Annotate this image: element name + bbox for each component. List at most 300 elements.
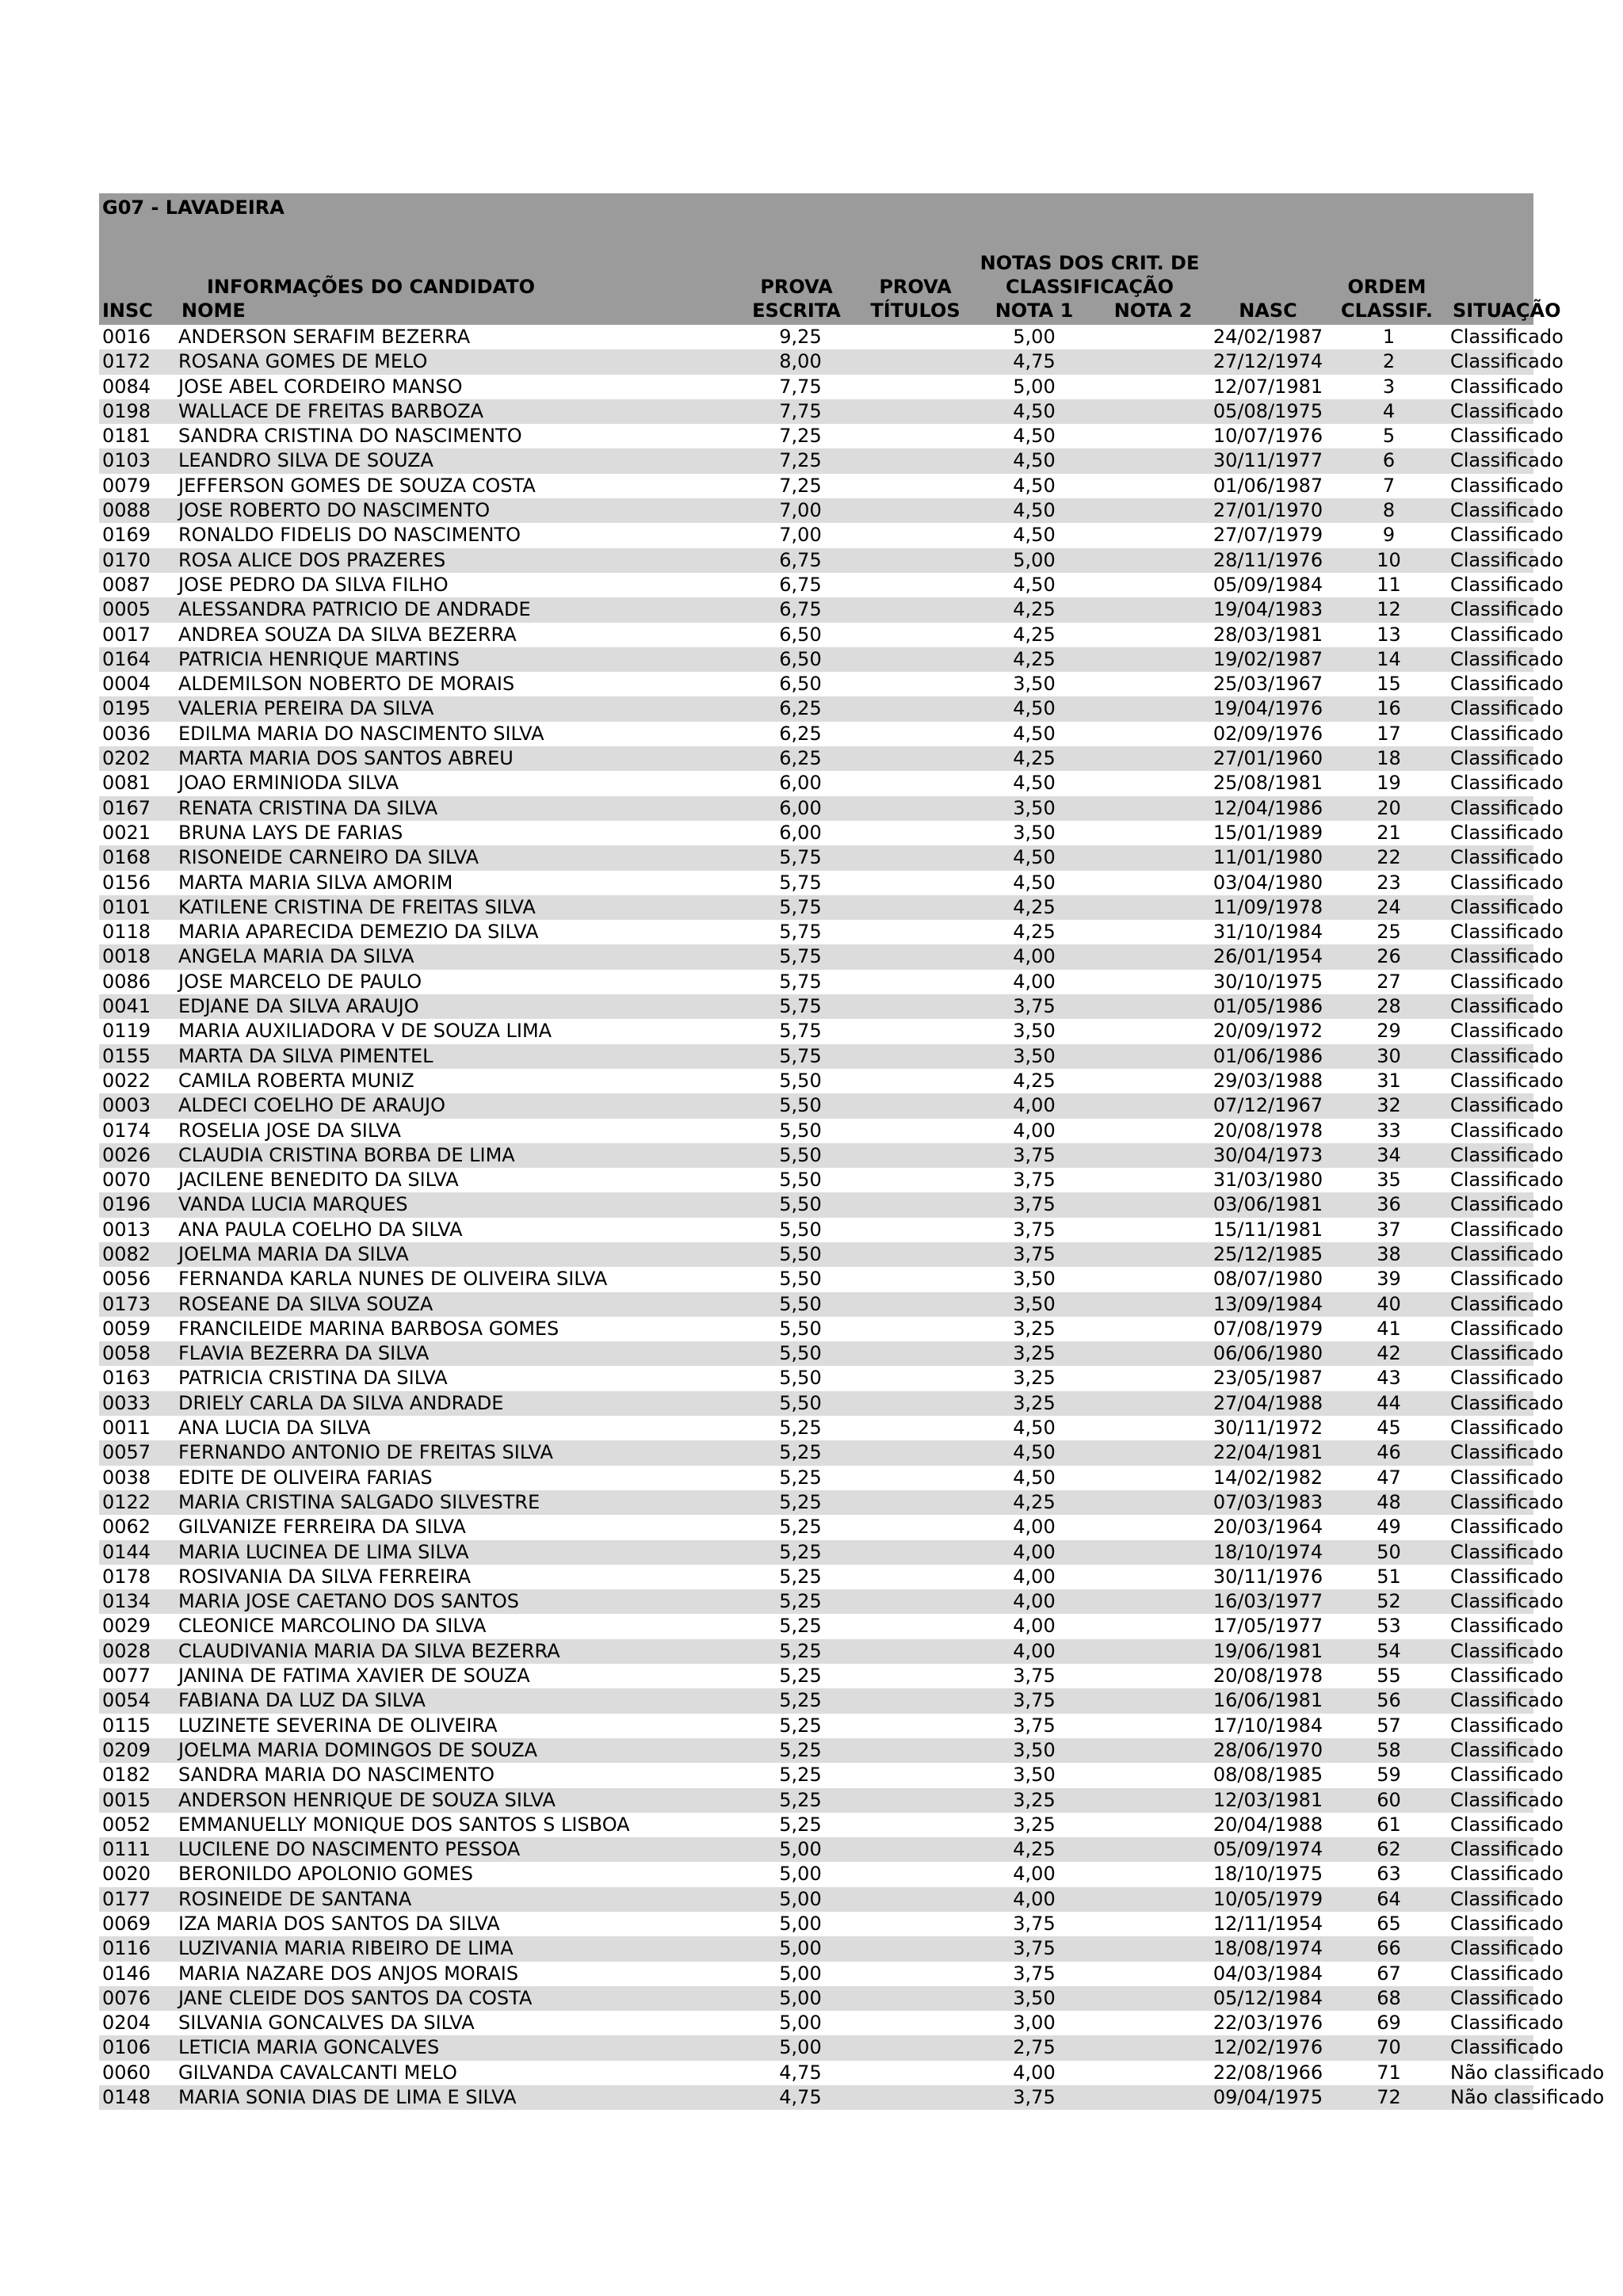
situacao-cell: Classificado xyxy=(1450,1962,1533,1986)
prova-titulos-cell xyxy=(868,1862,971,1886)
situacao-cell: Classificado xyxy=(1450,1614,1533,1638)
ordem-cell: 32 xyxy=(1327,1093,1450,1118)
prova-escrita-cell: 5,00 xyxy=(733,1837,868,1862)
nome-cell: JOAO ERMINIODA SILVA xyxy=(178,771,733,795)
situacao-cell: Classificado xyxy=(1450,1143,1533,1168)
nasc-cell: 20/03/1964 xyxy=(1209,1515,1327,1539)
situacao-cell: Classificado xyxy=(1450,1912,1533,1936)
header-notas-1: NOTAS DOS CRIT. DE xyxy=(980,252,1200,274)
ordem-cell: 66 xyxy=(1327,1936,1450,1961)
situacao-cell: Classificado xyxy=(1450,474,1533,498)
nome-cell: JANINA DE FATIMA XAVIER DE SOUZA xyxy=(178,1664,733,1688)
nota2-cell xyxy=(1098,1466,1209,1490)
nota2-cell xyxy=(1098,1168,1209,1192)
prova-titulos-cell xyxy=(868,1887,971,1912)
table-row xyxy=(99,1837,1533,1862)
nota1-cell: 3,75 xyxy=(971,994,1098,1019)
nota2-cell xyxy=(1098,375,1209,399)
group-title: G07 - LAVADEIRA xyxy=(99,193,1533,254)
insc-cell: 0036 xyxy=(99,722,178,746)
prova-titulos-cell xyxy=(868,1763,971,1787)
ordem-cell: 48 xyxy=(1327,1490,1450,1515)
nota1-cell: 3,75 xyxy=(971,1936,1098,1961)
nome-cell: FRANCILEIDE MARINA BARBOSA GOMES xyxy=(178,1317,733,1341)
nasc-cell: 11/01/1980 xyxy=(1209,845,1327,870)
table-row xyxy=(99,1664,1533,1688)
nota1-cell: 3,50 xyxy=(971,796,1098,821)
nome-cell: SANDRA MARIA DO NASCIMENTO xyxy=(178,1763,733,1787)
nome-cell: ANA LUCIA DA SILVA xyxy=(178,1416,733,1440)
nasc-cell: 09/04/1975 xyxy=(1209,2085,1327,2110)
situacao-cell: Classificado xyxy=(1450,1714,1533,1738)
prova-titulos-cell xyxy=(868,1440,971,1465)
nota2-cell xyxy=(1098,845,1209,870)
ordem-cell: 18 xyxy=(1327,746,1450,771)
prova-escrita-cell: 6,50 xyxy=(733,647,868,672)
table-row xyxy=(99,2061,1533,2085)
nome-cell: ALESSANDRA PATRICIO DE ANDRADE xyxy=(178,597,733,622)
ordem-cell: 9 xyxy=(1327,523,1450,547)
insc-cell: 0017 xyxy=(99,623,178,647)
ordem-cell: 50 xyxy=(1327,1540,1450,1565)
table-row xyxy=(99,548,1533,573)
table-row xyxy=(99,1366,1533,1390)
prova-titulos-cell xyxy=(868,1317,971,1341)
nota2-cell xyxy=(1098,696,1209,721)
table-row xyxy=(99,1267,1533,1291)
insc-cell: 0156 xyxy=(99,871,178,895)
insc-cell: 0181 xyxy=(99,424,178,448)
nome-cell: RENATA CRISTINA DA SILVA xyxy=(178,796,733,821)
insc-cell: 0177 xyxy=(99,1887,178,1912)
prova-titulos-cell xyxy=(868,1267,971,1291)
nasc-cell: 05/08/1975 xyxy=(1209,399,1327,424)
nome-cell: LEANDRO SILVA DE SOUZA xyxy=(178,448,733,473)
prova-titulos-cell xyxy=(868,1936,971,1961)
insc-cell: 0020 xyxy=(99,1862,178,1886)
situacao-cell: Classificado xyxy=(1450,1119,1533,1143)
table-row xyxy=(99,1912,1533,1936)
nota1-cell: 4,00 xyxy=(971,1515,1098,1539)
nasc-cell: 31/10/1984 xyxy=(1209,920,1327,944)
nota1-cell: 4,00 xyxy=(971,1565,1098,1589)
table-row xyxy=(99,1119,1533,1143)
insc-cell: 0084 xyxy=(99,375,178,399)
nota1-cell: 4,50 xyxy=(971,1416,1098,1440)
insc-cell: 0170 xyxy=(99,548,178,573)
nota2-cell xyxy=(1098,1688,1209,1713)
prova-titulos-cell xyxy=(868,821,971,845)
nota1-cell: 4,00 xyxy=(971,1862,1098,1886)
nota2-cell xyxy=(1098,796,1209,821)
situacao-cell: Classificado xyxy=(1450,994,1533,1019)
nota1-cell: 4,00 xyxy=(971,1614,1098,1638)
nota1-cell: 4,25 xyxy=(971,597,1098,622)
situacao-cell: Classificado xyxy=(1450,1044,1533,1069)
nota2-cell xyxy=(1098,1341,1209,1366)
ordem-cell: 15 xyxy=(1327,672,1450,696)
nota2-cell xyxy=(1098,1887,1209,1912)
ordem-cell: 36 xyxy=(1327,1192,1450,1217)
ordem-cell: 54 xyxy=(1327,1639,1450,1664)
nota1-cell: 4,00 xyxy=(971,1887,1098,1912)
table-row xyxy=(99,944,1533,969)
ordem-cell: 20 xyxy=(1327,796,1450,821)
prova-titulos-cell xyxy=(868,1093,971,1118)
nota2-cell xyxy=(1098,1119,1209,1143)
table-row xyxy=(99,1565,1533,1589)
nota2-cell xyxy=(1098,920,1209,944)
nota2-cell xyxy=(1098,2035,1209,2060)
table-row xyxy=(99,1515,1533,1539)
ordem-cell: 25 xyxy=(1327,920,1450,944)
prova-escrita-cell: 5,50 xyxy=(733,1267,868,1291)
nota2-cell xyxy=(1098,1242,1209,1267)
nome-cell: SILVANIA GONCALVES DA SILVA xyxy=(178,2011,733,2035)
situacao-cell: Classificado xyxy=(1450,1490,1533,1515)
prova-titulos-cell xyxy=(868,1069,971,1093)
nota2-cell xyxy=(1098,325,1209,349)
prova-escrita-cell: 5,75 xyxy=(733,845,868,870)
nasc-cell: 08/07/1980 xyxy=(1209,1267,1327,1291)
nota1-cell: 4,00 xyxy=(971,1589,1098,1614)
nasc-cell: 10/05/1979 xyxy=(1209,1887,1327,1912)
prova-titulos-cell xyxy=(868,399,971,424)
prova-escrita-cell: 5,50 xyxy=(733,1242,868,1267)
nasc-cell: 20/09/1972 xyxy=(1209,1019,1327,1043)
nota2-cell xyxy=(1098,1639,1209,1664)
nota1-cell: 3,75 xyxy=(971,1192,1098,1217)
nome-cell: CLAUDIA CRISTINA BORBA DE LIMA xyxy=(178,1143,733,1168)
nome-cell: CLEONICE MARCOLINO DA SILVA xyxy=(178,1614,733,1638)
nasc-cell: 05/09/1974 xyxy=(1209,1837,1327,1862)
prova-escrita-cell: 5,50 xyxy=(733,1292,868,1317)
nome-cell: MARIA SONIA DIAS DE LIMA E SILVA xyxy=(178,2085,733,2110)
results-sheet xyxy=(99,193,1605,2110)
prova-titulos-cell xyxy=(868,1168,971,1192)
table-row xyxy=(99,1466,1533,1490)
prova-titulos-cell xyxy=(868,1242,971,1267)
nasc-cell: 12/02/1976 xyxy=(1209,2035,1327,2060)
nasc-cell: 06/06/1980 xyxy=(1209,1341,1327,1366)
ordem-cell: 44 xyxy=(1327,1391,1450,1416)
prova-escrita-cell: 5,50 xyxy=(733,1218,868,1242)
nota2-cell xyxy=(1098,1540,1209,1565)
insc-cell: 0204 xyxy=(99,2011,178,2035)
nome-cell: EDITE DE OLIVEIRA FARIAS xyxy=(178,1466,733,1490)
nota1-cell: 4,50 xyxy=(971,399,1098,424)
ordem-cell: 43 xyxy=(1327,1366,1450,1390)
table-row xyxy=(99,597,1533,622)
situacao-cell: Classificado xyxy=(1450,1192,1533,1217)
prova-titulos-cell xyxy=(868,1192,971,1217)
nome-cell: ROSA ALICE DOS PRAZERES xyxy=(178,548,733,573)
nota2-cell xyxy=(1098,1936,1209,1961)
nota1-cell: 4,00 xyxy=(971,1093,1098,1118)
insc-cell: 0086 xyxy=(99,970,178,994)
table-row xyxy=(99,1019,1533,1043)
situacao-cell: Classificado xyxy=(1450,1813,1533,1837)
table-row xyxy=(99,1962,1533,1986)
nota1-cell: 4,25 xyxy=(971,623,1098,647)
nome-cell: LETICIA MARIA GONCALVES xyxy=(178,2035,733,2060)
nota2-cell xyxy=(1098,1093,1209,1118)
ordem-cell: 21 xyxy=(1327,821,1450,845)
nasc-cell: 28/11/1976 xyxy=(1209,548,1327,573)
prova-titulos-cell xyxy=(868,1664,971,1688)
nota1-cell: 4,25 xyxy=(971,1490,1098,1515)
prova-titulos-cell xyxy=(868,1366,971,1390)
nome-cell: WALLACE DE FREITAS BARBOZA xyxy=(178,399,733,424)
nome-cell: IZA MARIA DOS SANTOS DA SILVA xyxy=(178,1912,733,1936)
ordem-cell: 39 xyxy=(1327,1267,1450,1291)
insc-cell: 0116 xyxy=(99,1936,178,1961)
insc-cell: 0164 xyxy=(99,647,178,672)
nota1-cell: 4,00 xyxy=(971,1639,1098,1664)
nota1-cell: 3,75 xyxy=(971,1242,1098,1267)
prova-escrita-cell: 4,75 xyxy=(733,2085,868,2110)
prova-titulos-cell xyxy=(868,746,971,771)
nasc-cell: 20/04/1988 xyxy=(1209,1813,1327,1837)
nota2-cell xyxy=(1098,1019,1209,1043)
nome-cell: ALDECI COELHO DE ARAUJO xyxy=(178,1093,733,1118)
table-row xyxy=(99,474,1533,498)
prova-escrita-cell: 5,00 xyxy=(733,1986,868,2011)
nasc-cell: 20/08/1978 xyxy=(1209,1664,1327,1688)
nome-cell: FERNANDO ANTONIO DE FREITAS SILVA xyxy=(178,1440,733,1465)
situacao-cell: Classificado xyxy=(1450,796,1533,821)
table-row xyxy=(99,1788,1533,1813)
nota2-cell xyxy=(1098,1614,1209,1638)
insc-cell: 0011 xyxy=(99,1416,178,1440)
table-row xyxy=(99,970,1533,994)
prova-titulos-cell xyxy=(868,548,971,573)
nasc-cell: 14/02/1982 xyxy=(1209,1466,1327,1490)
nome-cell: FLAVIA BEZERRA DA SILVA xyxy=(178,1341,733,1366)
insc-cell: 0079 xyxy=(99,474,178,498)
prova-titulos-cell xyxy=(868,970,971,994)
nasc-cell: 15/01/1989 xyxy=(1209,821,1327,845)
situacao-cell: Classificado xyxy=(1450,1515,1533,1539)
situacao-cell: Classificado xyxy=(1450,349,1533,374)
table-row xyxy=(99,399,1533,424)
insc-cell: 0058 xyxy=(99,1341,178,1366)
insc-cell: 0028 xyxy=(99,1639,178,1664)
nota1-cell: 3,00 xyxy=(971,2011,1098,2035)
insc-cell: 0134 xyxy=(99,1589,178,1614)
prova-titulos-cell xyxy=(868,1540,971,1565)
prova-escrita-cell: 5,75 xyxy=(733,871,868,895)
nota1-cell: 3,75 xyxy=(971,1912,1098,1936)
nota2-cell xyxy=(1098,523,1209,547)
nasc-cell: 01/06/1986 xyxy=(1209,1044,1327,1069)
nome-cell: MARIA APARECIDA DEMEZIO DA SILVA xyxy=(178,920,733,944)
nasc-cell: 27/01/1970 xyxy=(1209,498,1327,523)
prova-escrita-cell: 5,75 xyxy=(733,895,868,920)
nasc-cell: 30/11/1976 xyxy=(1209,1565,1327,1589)
ordem-cell: 46 xyxy=(1327,1440,1450,1465)
prova-titulos-cell xyxy=(868,2085,971,2110)
prova-escrita-cell: 5,25 xyxy=(733,1565,868,1589)
situacao-cell: Não classificado xyxy=(1450,2085,1533,2110)
table-row xyxy=(99,1093,1533,1118)
nasc-cell: 03/04/1980 xyxy=(1209,871,1327,895)
nota2-cell xyxy=(1098,1565,1209,1589)
prova-escrita-cell: 6,25 xyxy=(733,746,868,771)
nasc-cell: 18/10/1974 xyxy=(1209,1540,1327,1565)
insc-cell: 0016 xyxy=(99,325,178,349)
prova-escrita-cell: 5,50 xyxy=(733,1168,868,1192)
nasc-cell: 07/03/1983 xyxy=(1209,1490,1327,1515)
table-row xyxy=(99,498,1533,523)
prova-titulos-cell xyxy=(868,672,971,696)
situacao-cell: Classificado xyxy=(1450,498,1533,523)
prova-escrita-cell: 5,00 xyxy=(733,1887,868,1912)
prova-titulos-cell xyxy=(868,722,971,746)
nome-cell: MARIA AUXILIADORA V DE SOUZA LIMA xyxy=(178,1019,733,1043)
nasc-cell: 01/05/1986 xyxy=(1209,994,1327,1019)
nota2-cell xyxy=(1098,1589,1209,1614)
prova-escrita-cell: 5,75 xyxy=(733,944,868,969)
nota2-cell xyxy=(1098,1763,1209,1787)
header-nota1: NOTA 1 xyxy=(995,299,1074,322)
situacao-cell: Classificado xyxy=(1450,845,1533,870)
nota1-cell: 3,75 xyxy=(971,1664,1098,1688)
ordem-cell: 64 xyxy=(1327,1887,1450,1912)
nome-cell: GILVANIZE FERREIRA DA SILVA xyxy=(178,1515,733,1539)
prova-titulos-cell xyxy=(868,1044,971,1069)
situacao-cell: Classificado xyxy=(1450,1466,1533,1490)
table-row xyxy=(99,1688,1533,1713)
insc-cell: 0196 xyxy=(99,1192,178,1217)
table-row xyxy=(99,1714,1533,1738)
prova-escrita-cell: 5,25 xyxy=(733,1688,868,1713)
ordem-cell: 70 xyxy=(1327,2035,1450,2060)
insc-cell: 0118 xyxy=(99,920,178,944)
insc-cell: 0076 xyxy=(99,1986,178,2011)
nota2-cell xyxy=(1098,1788,1209,1813)
nota2-cell xyxy=(1098,1069,1209,1093)
insc-cell: 0209 xyxy=(99,1738,178,1763)
prova-escrita-cell: 5,25 xyxy=(733,1714,868,1738)
nota2-cell xyxy=(1098,573,1209,597)
ordem-cell: 65 xyxy=(1327,1912,1450,1936)
nasc-cell: 16/03/1977 xyxy=(1209,1589,1327,1614)
insc-cell: 0172 xyxy=(99,349,178,374)
insc-cell: 0111 xyxy=(99,1837,178,1862)
nome-cell: JOSE ROBERTO DO NASCIMENTO xyxy=(178,498,733,523)
nota1-cell: 3,75 xyxy=(971,1714,1098,1738)
nota2-cell xyxy=(1098,871,1209,895)
nota2-cell xyxy=(1098,722,1209,746)
nome-cell: RISONEIDE CARNEIRO DA SILVA xyxy=(178,845,733,870)
nota1-cell: 3,25 xyxy=(971,1813,1098,1837)
nome-cell: ROSIVANIA DA SILVA FERREIRA xyxy=(178,1565,733,1589)
nota1-cell: 3,50 xyxy=(971,1044,1098,1069)
nasc-cell: 22/08/1966 xyxy=(1209,2061,1327,2085)
insc-cell: 0101 xyxy=(99,895,178,920)
nasc-cell: 10/07/1976 xyxy=(1209,424,1327,448)
nota2-cell xyxy=(1098,1515,1209,1539)
nome-cell: DRIELY CARLA DA SILVA ANDRADE xyxy=(178,1391,733,1416)
situacao-cell: Classificado xyxy=(1450,1019,1533,1043)
nota2-cell xyxy=(1098,597,1209,622)
insc-cell: 0168 xyxy=(99,845,178,870)
ordem-cell: 17 xyxy=(1327,722,1450,746)
table-row xyxy=(99,424,1533,448)
prova-titulos-cell xyxy=(868,1738,971,1763)
nasc-cell: 16/06/1981 xyxy=(1209,1688,1327,1713)
insc-cell: 0119 xyxy=(99,1019,178,1043)
ordem-cell: 68 xyxy=(1327,1986,1450,2011)
nome-cell: JOELMA MARIA DA SILVA xyxy=(178,1242,733,1267)
insc-cell: 0038 xyxy=(99,1466,178,1490)
ordem-cell: 62 xyxy=(1327,1837,1450,1862)
insc-cell: 0022 xyxy=(99,1069,178,1093)
situacao-cell: Classificado xyxy=(1450,1887,1533,1912)
ordem-cell: 12 xyxy=(1327,597,1450,622)
nasc-cell: 25/12/1985 xyxy=(1209,1242,1327,1267)
nome-cell: PATRICIA HENRIQUE MARTINS xyxy=(178,647,733,672)
ordem-cell: 13 xyxy=(1327,623,1450,647)
situacao-cell: Classificado xyxy=(1450,771,1533,795)
nasc-cell: 07/12/1967 xyxy=(1209,1093,1327,1118)
nota1-cell: 4,50 xyxy=(971,498,1098,523)
ordem-cell: 19 xyxy=(1327,771,1450,795)
nota2-cell xyxy=(1098,548,1209,573)
situacao-cell: Classificado xyxy=(1450,1416,1533,1440)
nome-cell: BRUNA LAYS DE FARIAS xyxy=(178,821,733,845)
nota1-cell: 4,25 xyxy=(971,746,1098,771)
nota1-cell: 4,50 xyxy=(971,424,1098,448)
situacao-cell: Classificado xyxy=(1450,1788,1533,1813)
prova-escrita-cell: 5,25 xyxy=(733,1416,868,1440)
table-row xyxy=(99,845,1533,870)
table-row xyxy=(99,1044,1533,1069)
candidates-table xyxy=(99,325,1605,2110)
table-row xyxy=(99,771,1533,795)
situacao-cell: Classificado xyxy=(1450,1565,1533,1589)
nota1-cell: 4,25 xyxy=(971,647,1098,672)
situacao-cell: Classificado xyxy=(1450,1986,1533,2011)
situacao-cell: Classificado xyxy=(1450,1218,1533,1242)
prova-escrita-cell: 5,50 xyxy=(733,1069,868,1093)
nota2-cell xyxy=(1098,1490,1209,1515)
prova-titulos-cell xyxy=(868,498,971,523)
header-situacao: SITUAÇÃO xyxy=(1453,299,1561,322)
insc-cell: 0146 xyxy=(99,1962,178,1986)
ordem-cell: 5 xyxy=(1327,424,1450,448)
nota2-cell xyxy=(1098,2061,1209,2085)
nasc-cell: 02/09/1976 xyxy=(1209,722,1327,746)
ordem-cell: 58 xyxy=(1327,1738,1450,1763)
nota2-cell xyxy=(1098,1738,1209,1763)
nasc-cell: 12/04/1986 xyxy=(1209,796,1327,821)
nasc-cell: 30/11/1977 xyxy=(1209,448,1327,473)
insc-cell: 0003 xyxy=(99,1093,178,1118)
insc-cell: 0195 xyxy=(99,696,178,721)
nasc-cell: 05/12/1984 xyxy=(1209,1986,1327,2011)
table-row xyxy=(99,647,1533,672)
nota2-cell xyxy=(1098,1714,1209,1738)
situacao-cell: Classificado xyxy=(1450,1540,1533,1565)
nota1-cell: 4,00 xyxy=(971,1540,1098,1565)
nota1-cell: 3,50 xyxy=(971,1986,1098,2011)
nome-cell: ROSELIA JOSE DA SILVA xyxy=(178,1119,733,1143)
table-row xyxy=(99,895,1533,920)
nasc-cell: 19/02/1987 xyxy=(1209,647,1327,672)
nota1-cell: 3,50 xyxy=(971,1267,1098,1291)
